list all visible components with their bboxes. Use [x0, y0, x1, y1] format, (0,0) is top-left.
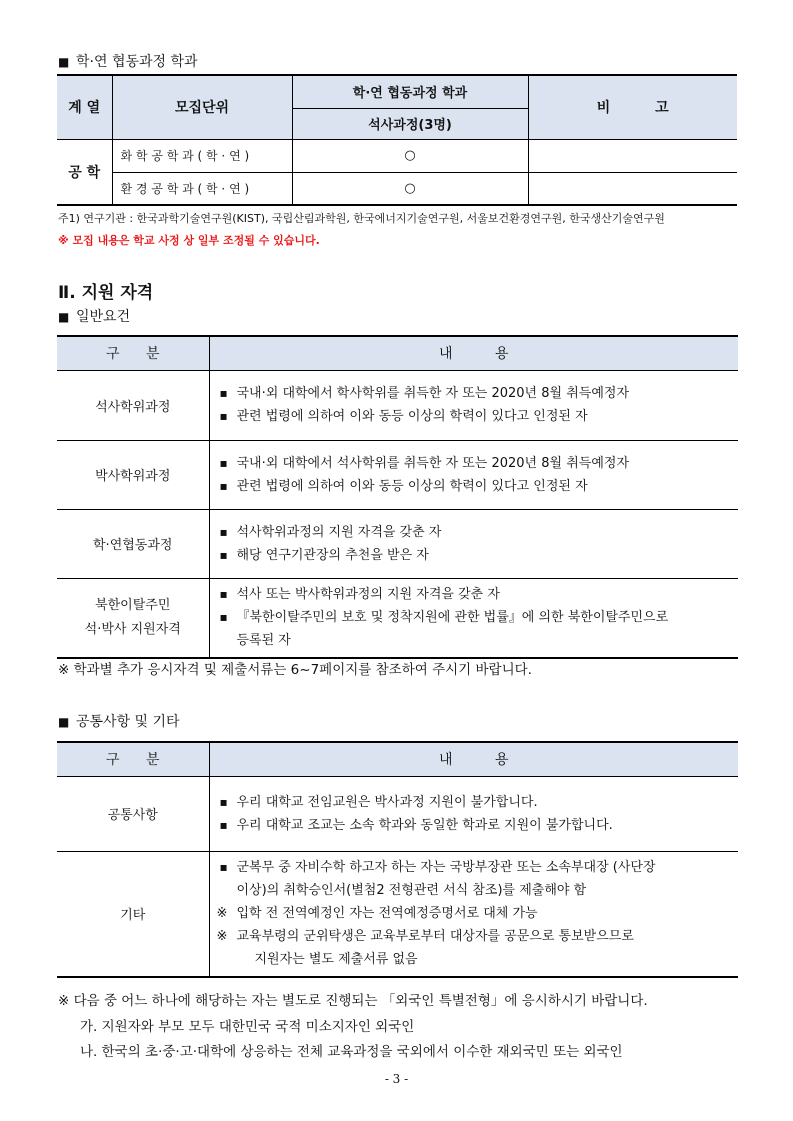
- category-joint-program: 학·연협동과정: [57, 509, 209, 578]
- note-cell: [528, 172, 737, 205]
- program-mark: ○: [292, 172, 528, 205]
- list-note: ※ 교육부령의 군위탁생은 교육부로부터 대상자를 공문으로 통보받으므로: [216, 925, 739, 948]
- list-item: ▪ 국내·외 대학에서 학사학위를 취득한 자 또는 2020년 8월 취득예정자: [216, 382, 739, 405]
- group-engineering: 공 학: [57, 139, 112, 205]
- category-doctoral: 박사학위과정: [57, 440, 209, 509]
- list-item: ▪ 국내·외 대학에서 석사학위를 취득한 자 또는 2020년 8월 취득예정자: [216, 452, 739, 475]
- col-content-header: 내 용: [209, 336, 738, 370]
- list-item: ▪ 『북한이탈주민의 보호 및 정착지원에 관한 법률』에 의한 북한이탈주민으로: [216, 606, 739, 629]
- subheading-general-requirements: ■ 일반요건: [58, 306, 130, 326]
- col-content-header: 내 용: [209, 742, 738, 776]
- list-item: ▪ 관련 법령에 의하여 이와 동등 이상의 학력이 있다고 인정된 자: [216, 475, 739, 498]
- additional-requirements-note: ※ 학과별 추가 응시자격 및 제출서류는 6~7페이지를 참조하여 주시기 바랍니다.: [58, 662, 532, 678]
- unit-environmental-engineering: 환 경 공 학 과 ( 학 · 연 ): [112, 172, 292, 205]
- content-other: [209, 851, 738, 977]
- section-title-qualifications: Ⅱ. 지원 자격: [58, 283, 154, 303]
- content-north-korean-defectors: [209, 578, 738, 658]
- list-item-continuation: 이상)의 취학승인서(별첨2 전형관련 서식 참조)를 제출해야 함: [236, 883, 587, 899]
- category-common: 공통사항: [57, 776, 209, 851]
- list-item: ▪ 해당 연구기관장의 추천을 받은 자: [216, 544, 739, 567]
- note-cell: [528, 139, 737, 172]
- category-other: 기타: [57, 851, 209, 977]
- col-category-header: 구 분: [57, 336, 209, 370]
- col-program-subheader: 석사과정(3명): [292, 108, 528, 139]
- category-north-korean-defectors: [57, 578, 209, 658]
- program-mark: ○: [292, 139, 528, 172]
- category-masters: 석사학위과정: [57, 370, 209, 440]
- col-note-header: 비 고: [528, 75, 737, 139]
- foreign-condition-item: 나. 한국의 초·중·고·대학에 상응하는 전체 교육과정을 국외에서 이수한 재외국민 또는 외국인: [80, 1044, 623, 1060]
- list-item: ▪ 우리 대학교 전임교원은 박사과정 지원이 불가합니다.: [216, 791, 739, 814]
- common-table: [57, 741, 738, 978]
- section-heading-program: ■ 학·연 협동과정 학과: [58, 51, 198, 71]
- category-line: 석·박사 지원자격: [84, 621, 181, 637]
- content-masters: [209, 370, 738, 440]
- footnote-institutes: 주1) 연구기관 : 한국과학기술연구원(KIST), 국립산림과학원, 한국에너지기술연구원, 서울보건환경연구원, 한국생산기술연구원: [58, 212, 665, 225]
- qualifications-table: [57, 335, 738, 659]
- content-doctoral: [209, 440, 738, 509]
- content-common: [209, 776, 738, 851]
- list-item-continuation: 등록된 자: [236, 633, 291, 649]
- list-item: ▪ 석사 또는 박사학위과정의 지원 자격을 갖춘 자: [216, 583, 739, 606]
- category-line: 북한이탈주민: [95, 597, 171, 613]
- col-series-header: 계 열: [57, 75, 112, 139]
- unit-chemical-engineering: 화 학 공 학 과 ( 학 · 연 ): [112, 139, 292, 172]
- foreign-admission-note: ※ 다음 중 어느 하나에 해당하는 자는 별도로 진행되는 「외국인 특별전형」에 응시하시기 바랍니다.: [58, 993, 648, 1009]
- foreign-condition-item: 가. 지원자와 부모 모두 대한민국 국적 미소지자인 외국인: [80, 1019, 415, 1035]
- col-program-header: 학·연 협동과정 학과: [292, 75, 528, 108]
- list-note: ※ 입학 전 전역예정인 자는 전역예정증명서로 대체 가능: [216, 902, 739, 925]
- content-joint-program: [209, 509, 738, 578]
- col-unit-header: 모집단위: [112, 75, 292, 139]
- col-category-header: 구 분: [57, 742, 209, 776]
- recruitment-warning: ※ 모집 내용은 학교 사정 상 일부 조정될 수 있습니다.: [58, 234, 320, 247]
- page-number: - 3 -: [384, 1072, 409, 1086]
- list-item: ▪ 관련 법령에 의하여 이와 동등 이상의 학력이 있다고 인정된 자: [216, 405, 739, 428]
- subheading-common-and-other: ■ 공통사항 및 기타: [58, 711, 180, 731]
- list-item-continuation: 지원자는 별도 제출서류 없음: [254, 952, 418, 968]
- program-table: [57, 74, 737, 206]
- list-item: ▪ 석사학위과정의 지원 자격을 갖춘 자: [216, 521, 739, 544]
- list-item: ▪ 우리 대학교 조교는 소속 학과와 동일한 학과로 지원이 불가합니다.: [216, 814, 739, 837]
- list-item: ▪ 군복무 중 자비수학 하고자 하는 자는 국방부장관 또는 소속부대장 (사단장: [216, 856, 739, 879]
